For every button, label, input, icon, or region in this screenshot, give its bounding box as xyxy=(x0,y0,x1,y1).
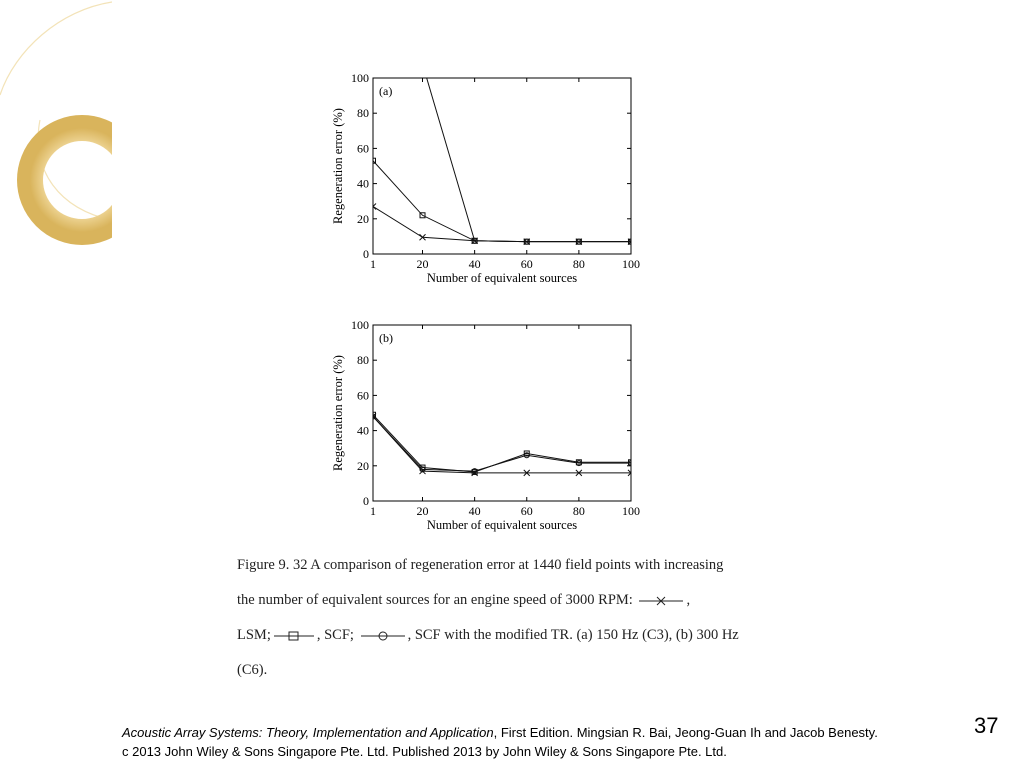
caption-line-1: Figure 9. 32 A comparison of regeneration error at 1440 field points with increasing xyxy=(237,557,724,573)
x-tick-label: 40 xyxy=(468,257,481,271)
decorative-swirl xyxy=(0,0,120,260)
caption-line-4: (C6). xyxy=(237,662,268,678)
x-tick-label: 80 xyxy=(572,257,585,271)
y-tick-label: 20 xyxy=(357,458,369,473)
chart-a xyxy=(318,68,648,290)
panel-label: (a) xyxy=(379,84,393,98)
x-axis-label: Number of equivalent sources xyxy=(426,271,578,285)
plot-frame xyxy=(373,325,631,501)
x-tick-label: 20 xyxy=(416,504,429,518)
legend-circle-marker-icon xyxy=(360,630,406,642)
x-tick-label: 100 xyxy=(622,257,640,271)
x-tick-label: 100 xyxy=(622,504,640,518)
x-tick-label: 40 xyxy=(468,504,481,518)
figure-caption xyxy=(237,548,767,688)
y-tick-label: 0 xyxy=(363,247,369,261)
x-tick-label: 60 xyxy=(520,504,533,518)
footer-citation xyxy=(122,723,878,761)
y-tick-label: 80 xyxy=(357,106,369,121)
x-tick-label: 60 xyxy=(520,257,533,271)
y-tick-label: 80 xyxy=(357,353,369,368)
caption-text: , SCF; xyxy=(316,627,354,643)
book-title: Acoustic Array Systems: Theory, Implementation and Application xyxy=(122,725,494,740)
legend-x-marker-icon xyxy=(638,595,684,607)
y-tick-label: 60 xyxy=(357,141,369,156)
caption-line-2 xyxy=(237,583,767,618)
x-tick-label: 20 xyxy=(416,257,429,271)
y-tick-label: 0 xyxy=(363,494,369,508)
chart-b xyxy=(318,315,648,537)
x-tick-label: 1 xyxy=(370,504,376,518)
y-tick-label: 100 xyxy=(351,318,369,332)
caption-text: the number of equivalent sources for an engine speed of 3000 RPM: xyxy=(237,592,633,608)
y-tick-label: 20 xyxy=(357,211,369,226)
caption-text: LSM; xyxy=(237,627,271,643)
y-axis-label: Regeneration error (%) xyxy=(331,355,345,471)
gold-ring-icon xyxy=(30,128,120,232)
caption-text: , SCF with the modified TR. (a) 150 Hz (C3), (b) 300 Hz xyxy=(407,627,739,643)
y-axis-label: Regeneration error (%) xyxy=(331,108,345,224)
footer-line-2: c 2013 John Wiley & Sons Singapore Pte. Ltd. Published 2013 by John Wiley & Sons Singapore Pte. Ltd. xyxy=(122,744,727,759)
plot-frame xyxy=(373,78,631,254)
page-number: 37 xyxy=(974,713,999,738)
x-tick-label: 1 xyxy=(370,257,376,271)
footer-line-1: , First Edition. Mingsian R. Bai, Jeong-Guan Ih and Jacob Benesty. xyxy=(493,725,878,740)
x-tick-label: 80 xyxy=(572,504,585,518)
x-axis-label: Number of equivalent sources xyxy=(426,518,578,532)
y-tick-label: 100 xyxy=(351,71,369,85)
legend-square-marker-icon xyxy=(273,630,315,642)
caption-line-3 xyxy=(237,618,767,653)
caption-text: , xyxy=(686,592,691,608)
y-tick-label: 40 xyxy=(357,176,369,191)
panel-label: (b) xyxy=(379,331,393,345)
y-tick-label: 40 xyxy=(357,423,369,438)
y-tick-label: 60 xyxy=(357,388,369,403)
